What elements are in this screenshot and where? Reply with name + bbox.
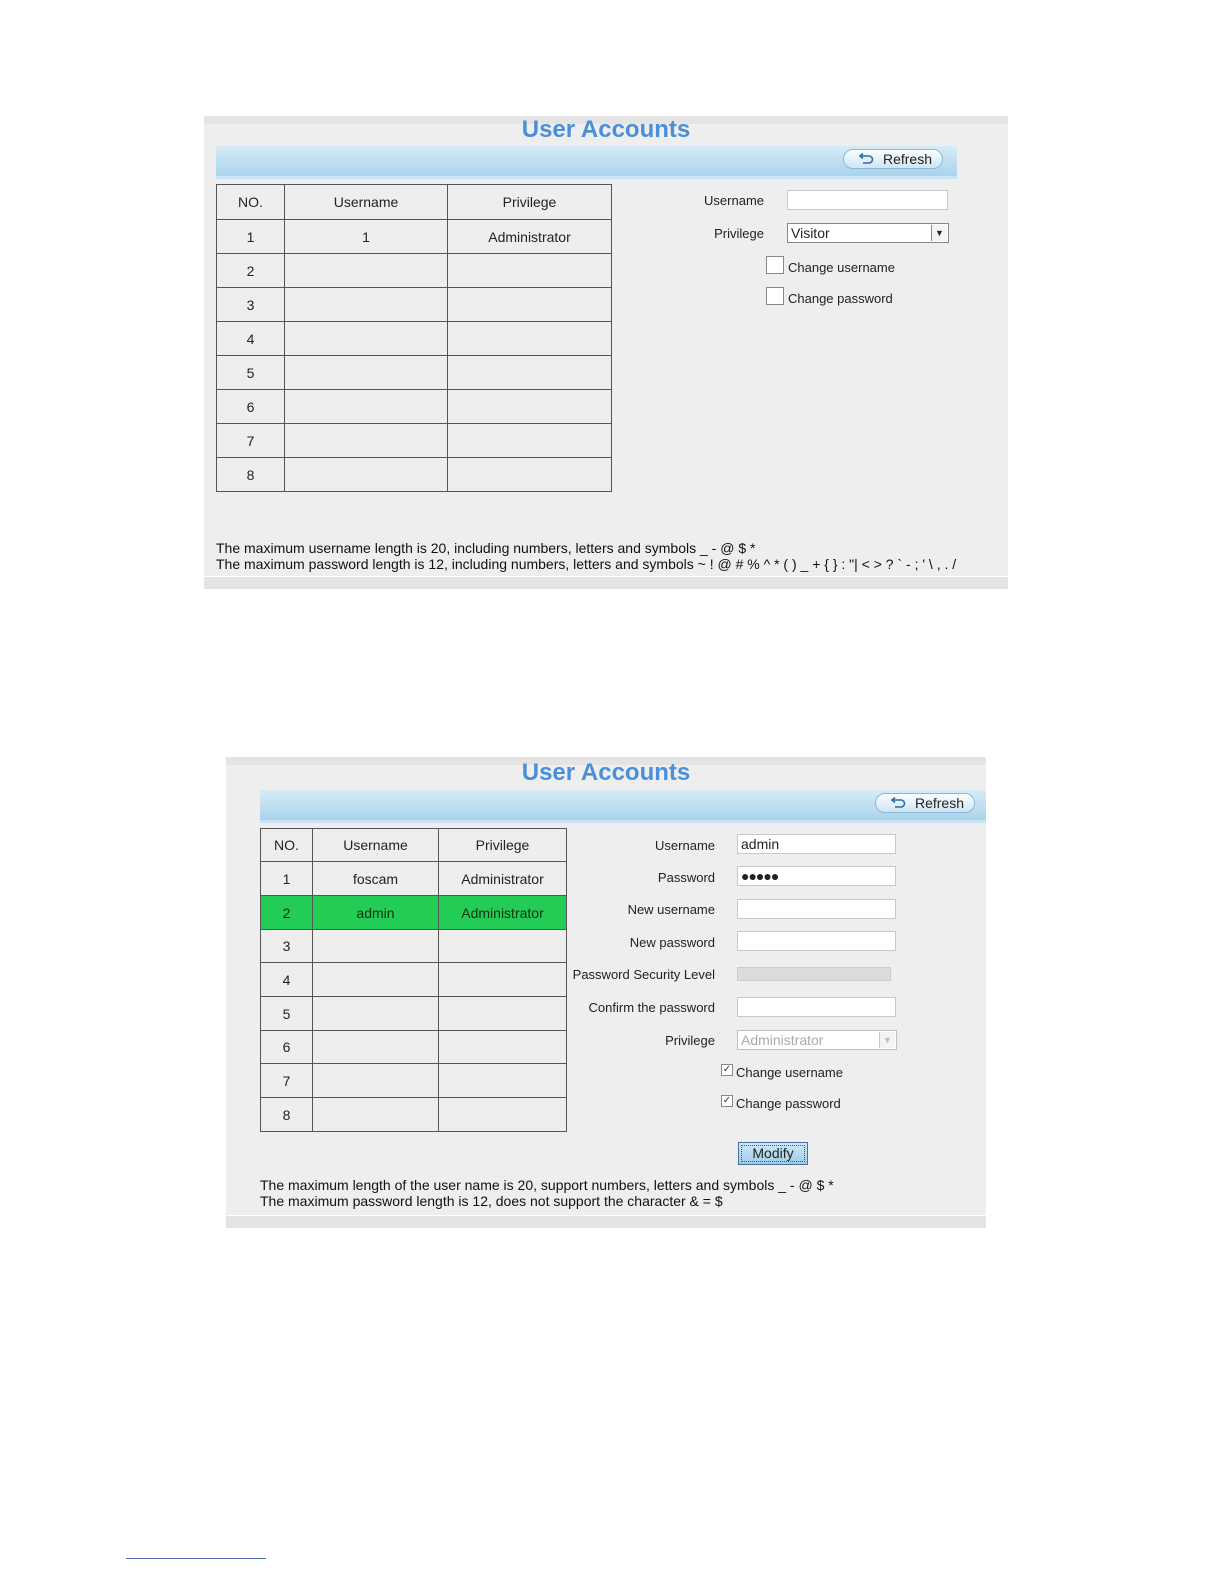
cell-no: 6	[261, 1031, 313, 1064]
security-level-label: Password Security Level	[572, 967, 715, 982]
cell-no: 3	[261, 930, 313, 963]
change-password-label: Change password	[736, 1096, 841, 1111]
table-row[interactable]	[261, 1031, 567, 1064]
username-rule-note: The maximum username length is 20, including numbers, letters and symbols _ - @ $ *	[216, 540, 756, 556]
cell-privilege	[439, 1031, 567, 1064]
panel-bottom-strip	[226, 1215, 986, 1228]
cell-privilege: Administrator	[439, 862, 567, 896]
table-row[interactable]	[261, 1098, 567, 1132]
cell-no: 4	[261, 963, 313, 997]
change-username-label: Change username	[736, 1065, 843, 1080]
username-rule-note: The maximum length of the user name is 20, support numbers, letters and symbols _ - @ $ *	[260, 1177, 834, 1193]
cell-privilege	[439, 1064, 567, 1098]
cell-username: foscam	[313, 862, 439, 896]
cell-no: 3	[217, 288, 285, 322]
modify-button[interactable]: Modify	[738, 1142, 808, 1165]
header-no: NO.	[217, 185, 285, 220]
cell-privilege	[439, 1098, 567, 1132]
privilege-value: Administrator	[741, 1032, 824, 1048]
header-privilege: Privilege	[448, 185, 612, 220]
cell-username	[313, 1064, 439, 1098]
cell-privilege	[439, 930, 567, 963]
cell-username	[285, 254, 448, 288]
password-rule-note: The maximum password length is 12, does not support the character & = $	[260, 1193, 723, 1209]
user-table	[260, 828, 567, 1132]
toolbar-bar	[260, 790, 986, 823]
cell-username: 1	[285, 220, 448, 254]
cell-no: 2	[217, 254, 285, 288]
cell-no: 5	[261, 997, 313, 1031]
table-row[interactable]	[217, 424, 612, 458]
table-row[interactable]	[261, 963, 567, 997]
username-label: Username	[655, 838, 715, 853]
user-accounts-panel-1	[204, 116, 1008, 588]
cell-username	[285, 356, 448, 390]
change-username-checkbox[interactable]	[766, 256, 784, 274]
change-username-checkbox[interactable]: ✓	[722, 1064, 732, 1075]
cell-privilege	[439, 997, 567, 1031]
cell-privilege	[448, 356, 612, 390]
username-label: Username	[704, 193, 764, 208]
table-row[interactable]	[217, 288, 612, 322]
change-password-checkbox[interactable]	[766, 287, 784, 305]
new-password-label: New password	[629, 935, 715, 950]
cell-no: 1	[217, 220, 285, 254]
password-label: Password	[657, 870, 715, 885]
cell-username	[313, 1031, 439, 1064]
cell-no: 8	[261, 1098, 313, 1132]
page-title: User Accounts	[521, 759, 691, 786]
table-header-row	[261, 829, 567, 862]
refresh-label: Refresh	[914, 795, 964, 811]
table-row[interactable]	[217, 220, 612, 254]
table-row-selected[interactable]	[261, 896, 567, 930]
cell-username	[313, 1098, 439, 1132]
cell-no: 8	[217, 458, 285, 492]
change-password-label: Change password	[788, 291, 893, 306]
panel-bottom-strip	[204, 576, 1008, 589]
new-password-input[interactable]	[737, 931, 896, 951]
refresh-icon	[890, 797, 906, 809]
dropdown-arrow-icon: ▼	[879, 1032, 895, 1048]
change-password-checkbox[interactable]: ✓	[722, 1095, 732, 1106]
refresh-label: Refresh	[882, 151, 932, 167]
footnote-separator	[126, 1558, 266, 1559]
cell-username	[285, 458, 448, 492]
privilege-select[interactable]	[737, 1030, 897, 1050]
dropdown-arrow-icon: ▼	[931, 225, 947, 241]
password-input[interactable]: ●●●●●	[737, 866, 896, 886]
header-no: NO.	[261, 829, 313, 862]
privilege-label: Privilege	[714, 226, 764, 241]
cell-username	[285, 390, 448, 424]
privilege-select[interactable]	[787, 223, 949, 243]
header-username: Username	[285, 185, 448, 220]
cell-no: 1	[261, 862, 313, 896]
table-row[interactable]	[217, 254, 612, 288]
password-rule-note: The maximum password length is 12, including numbers, letters and symbols ~ ! @ # % ^ * ( ) _ + { } : "| < > ? ` - ; ' \ , . /	[216, 556, 957, 572]
privilege-value: Visitor	[791, 225, 830, 241]
new-username-label: New username	[627, 902, 715, 917]
cell-privilege	[448, 254, 612, 288]
header-username: Username	[313, 829, 439, 862]
table-row[interactable]	[217, 458, 612, 492]
cell-username	[313, 930, 439, 963]
page-title: User Accounts	[521, 116, 691, 143]
confirm-password-input[interactable]	[737, 997, 896, 1017]
cell-privilege	[448, 424, 612, 458]
change-username-label: Change username	[788, 260, 895, 275]
refresh-button[interactable]	[843, 149, 943, 169]
refresh-icon	[858, 153, 874, 165]
cell-no: 5	[217, 356, 285, 390]
refresh-button[interactable]	[875, 793, 975, 813]
password-security-meter	[737, 967, 891, 981]
cell-username	[285, 288, 448, 322]
username-input[interactable]: admin	[737, 834, 896, 854]
cell-privilege	[448, 390, 612, 424]
cell-no: 6	[217, 390, 285, 424]
username-input[interactable]	[787, 190, 948, 210]
table-row[interactable]	[261, 1064, 567, 1098]
cell-privilege: Administrator	[448, 220, 612, 254]
confirm-password-label: Confirm the password	[588, 1000, 715, 1015]
cell-no: 7	[261, 1064, 313, 1098]
cell-username	[313, 963, 439, 997]
cell-username	[313, 997, 439, 1031]
table-header-row	[217, 185, 612, 220]
cell-privilege	[448, 322, 612, 356]
cell-no: 7	[217, 424, 285, 458]
new-username-input[interactable]	[737, 899, 896, 919]
table-row[interactable]	[261, 930, 567, 963]
privilege-label: Privilege	[665, 1033, 715, 1048]
cell-privilege	[448, 288, 612, 322]
cell-username	[285, 322, 448, 356]
table-row[interactable]	[261, 862, 567, 896]
table-row[interactable]	[261, 997, 567, 1031]
cell-privilege	[439, 963, 567, 997]
cell-no: 2	[261, 896, 313, 930]
user-table	[216, 184, 612, 492]
cell-username	[285, 424, 448, 458]
table-row[interactable]	[217, 322, 612, 356]
table-row[interactable]	[217, 390, 612, 424]
cell-no: 4	[217, 322, 285, 356]
header-privilege: Privilege	[439, 829, 567, 862]
table-row[interactable]	[217, 356, 612, 390]
toolbar-bar	[216, 146, 957, 179]
cell-username: admin	[313, 896, 439, 930]
cell-privilege: Administrator	[439, 896, 567, 930]
user-accounts-panel-2	[226, 757, 986, 1227]
cell-privilege	[448, 458, 612, 492]
